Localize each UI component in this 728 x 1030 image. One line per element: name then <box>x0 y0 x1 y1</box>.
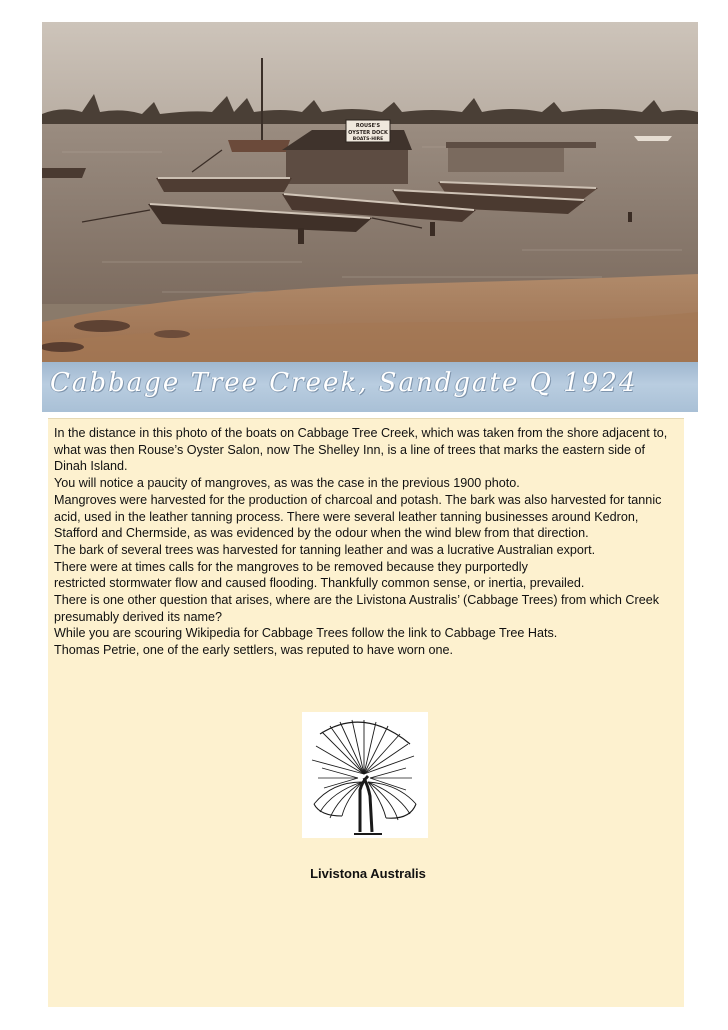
paragraph-9: Thomas Petrie, one of the early settlers, was reputed to have worn one. <box>54 643 454 658</box>
paragraph-6: restricted stormwater flow and caused flooding. Thankfully common sense, or inertia, prevailed. <box>54 576 585 591</box>
paragraph-4: The bark of several trees was harvested for tanning leather and was a lucrative Australian export. <box>54 542 596 557</box>
paragraph-7: There is one other question that arises, where are the Livistona Australis’ (Cabbage Trees) from which Creek presumably derived its name? <box>54 593 660 624</box>
photo-caption-text: Cabbage Tree Creek, Sandgate Q 1924 <box>50 368 638 398</box>
paragraph-5: There were at times calls for the mangroves to be removed because they purportedly <box>54 559 528 574</box>
description-text <box>54 425 680 659</box>
sign-line-1: ROUSE'S <box>355 123 381 129</box>
paragraph-3: Mangroves were harvested for the production of charcoal and potash. The bark was also harvested for tannic acid, used in the leather tanning process. There were several leather tanning businesses around Kedron, Stafford and Chermside, as was evidenced by the odour when the wind blew from that direction. <box>54 492 662 541</box>
figure-caption: Livistona Australis <box>310 866 426 881</box>
photo-caption-strip <box>42 362 698 412</box>
paragraph-2: You will notice a paucity of mangroves, as was the case in the previous 1900 photo. <box>54 476 520 491</box>
cabbage-tree-palm-illustration <box>302 712 428 838</box>
historic-photo <box>42 22 698 362</box>
paragraph-8: While you are scouring Wikipedia for Cabbage Trees follow the link to Cabbage Tree Hats. <box>54 626 558 641</box>
sign-line-3: BOATS-HIRE <box>352 137 384 142</box>
sign-line-2: OYSTER DOCK <box>348 130 388 136</box>
paragraph-1: In the distance in this photo of the boats on Cabbage Tree Creek, which was taken from the shore adjacent to, what was then Rouse’s Oyster Salon, now The Shelley Inn, is a line of trees that marks the eastern side of Dinah Island. <box>54 426 668 474</box>
